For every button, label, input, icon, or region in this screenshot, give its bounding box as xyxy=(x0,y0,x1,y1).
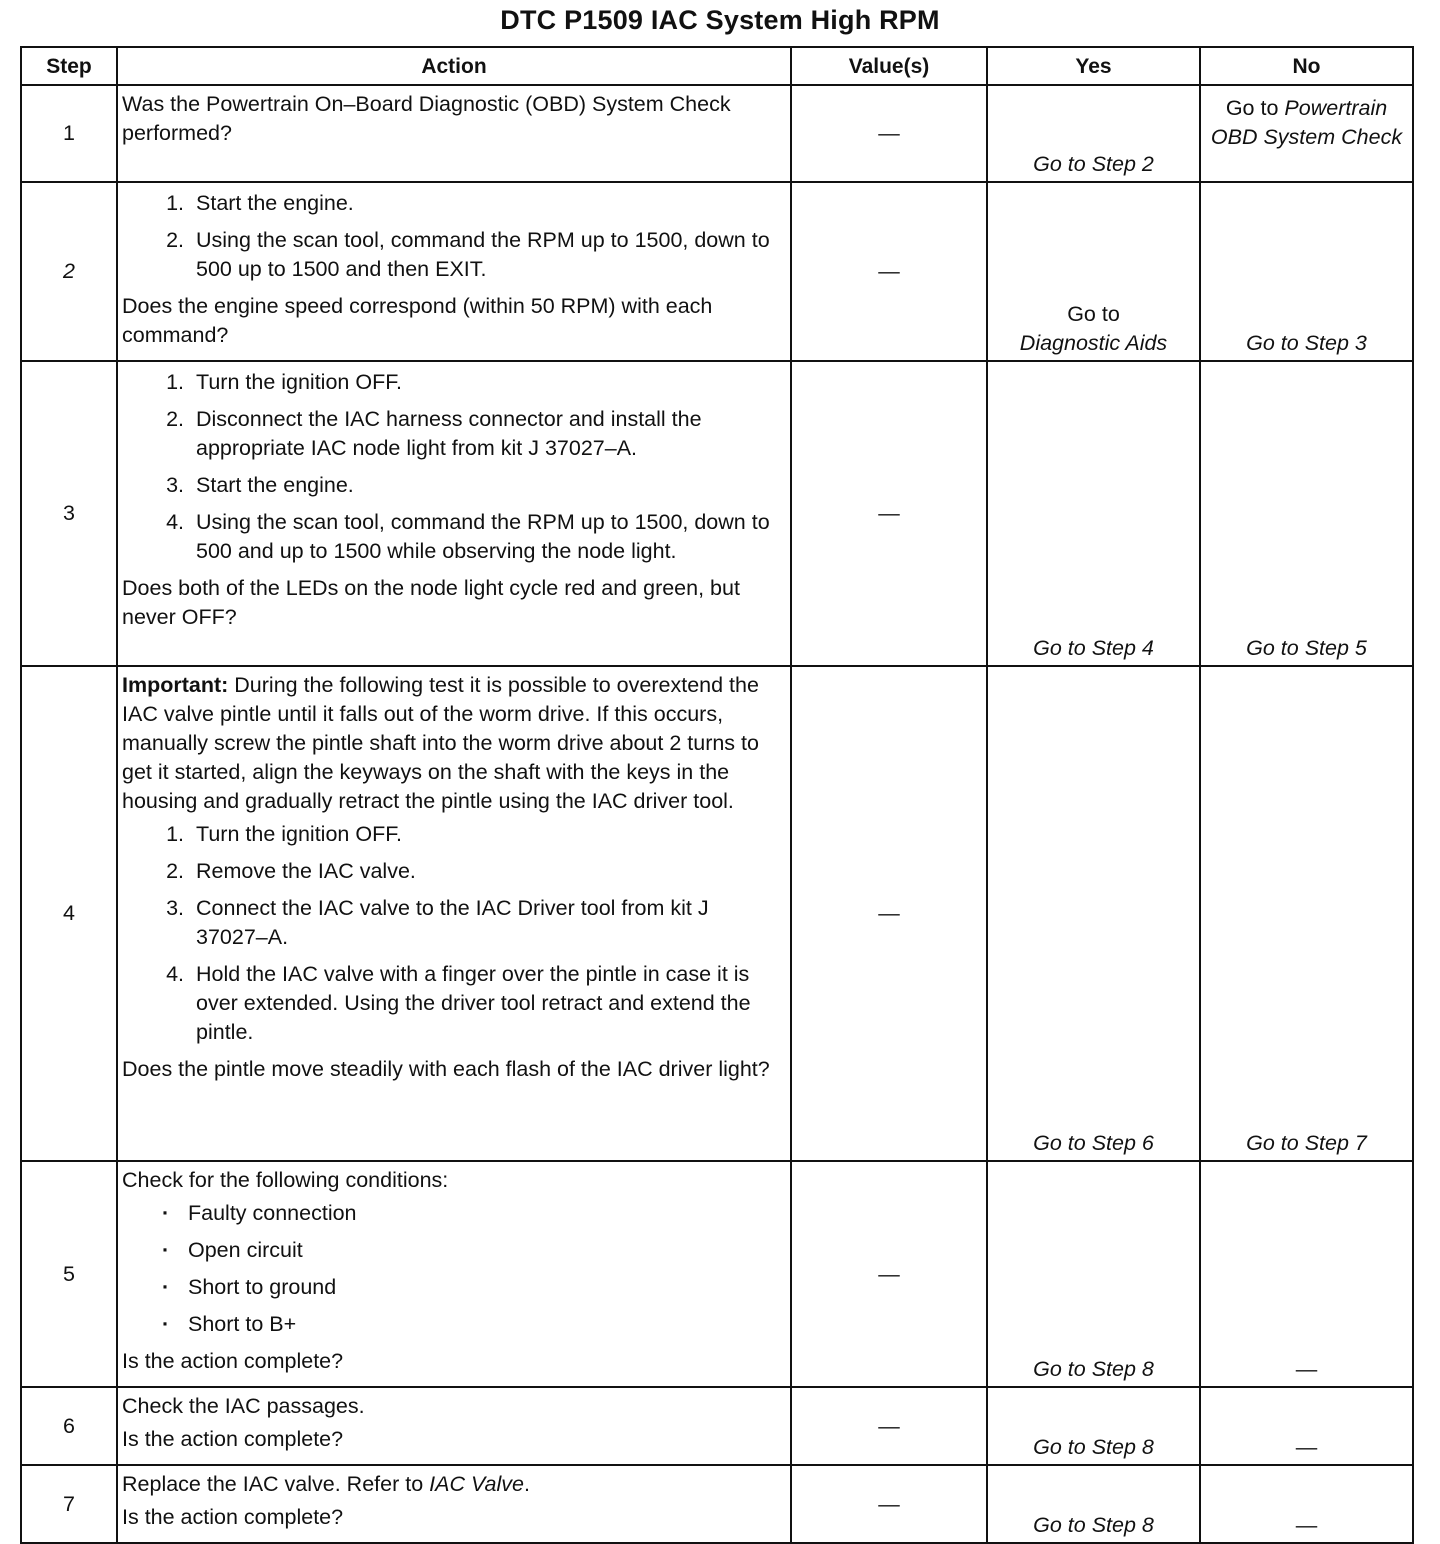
table-row xyxy=(21,85,1413,182)
action-cell xyxy=(117,1387,791,1465)
intro-prefix: Replace the IAC valve. Refer to xyxy=(122,1472,430,1496)
step-number: 3 xyxy=(21,361,117,666)
header-yes: Yes xyxy=(987,47,1200,85)
no-cell: — xyxy=(1200,1465,1413,1543)
table-header-row xyxy=(21,47,1413,85)
value-cell: — xyxy=(791,361,987,666)
step-number: 1 xyxy=(21,85,117,182)
yes-prefix: Go to xyxy=(1067,302,1120,326)
intro-suffix: . xyxy=(523,1472,530,1496)
action-cell xyxy=(117,666,791,1161)
action-cell xyxy=(117,85,791,182)
step-number: 2 xyxy=(21,182,117,361)
table-row xyxy=(21,666,1413,1161)
condition-item: · Short to ground xyxy=(188,1273,784,1302)
value-cell: — xyxy=(791,1387,987,1465)
procedure-item: 4. Using the scan tool, command the RPM up to 1500, down to 500 and up to 1500 while observing the node light. xyxy=(190,508,784,566)
procedure-item: 3. Connect the IAC valve to the IAC Driver tool from kit J 37027–A. xyxy=(190,894,784,952)
no-prefix: Go to xyxy=(1225,96,1279,120)
procedure-item: 4. Hold the IAC valve with a finger over the pintle in case it is over extended. Using the driver tool retract and extend the pintle. xyxy=(190,960,784,1047)
procedure-item: 2. Remove the IAC valve. xyxy=(190,857,784,886)
value-cell: — xyxy=(791,182,987,361)
step-number: 7 xyxy=(21,1465,117,1543)
no-cell xyxy=(1200,85,1413,182)
no-cell: — xyxy=(1200,1161,1413,1387)
yes-cell: Go to Step 4 xyxy=(987,361,1200,666)
action-intro xyxy=(122,1470,784,1499)
intro-reference: IAC Valve xyxy=(429,1472,524,1496)
yes-cell: Go to Step 8 xyxy=(987,1465,1200,1543)
value-cell: — xyxy=(791,1161,987,1387)
yes-cell: Go to Step 6 xyxy=(987,666,1200,1161)
important-label: Important: xyxy=(122,673,229,697)
no-reference: Powertrain OBD System Check xyxy=(1210,96,1403,149)
table-row xyxy=(21,1161,1413,1387)
procedure-item: 3. Start the engine. xyxy=(190,471,784,500)
procedure-item: 1. Turn the ignition OFF. xyxy=(190,368,784,397)
table-row xyxy=(21,361,1413,666)
step-number: 6 xyxy=(21,1387,117,1465)
value-cell: — xyxy=(791,666,987,1161)
action-cell xyxy=(117,361,791,666)
condition-item: · Open circuit xyxy=(188,1236,784,1265)
page-title: DTC P1509 IAC System High RPM xyxy=(500,5,940,35)
action-question: Does both of the LEDs on the node light cycle red and green, but never OFF? xyxy=(122,576,740,629)
header-step: Step xyxy=(21,47,117,85)
no-cell: — xyxy=(1200,1387,1413,1465)
action-question: Does the engine speed correspond (within 50 RPM) with each command? xyxy=(122,294,713,347)
condition-item: · Faulty connection xyxy=(188,1199,784,1228)
procedure-list xyxy=(122,820,784,1047)
procedure-item: 2. Using the scan tool, command the RPM up to 1500, down to 500 up to 1500 and then EXIT. xyxy=(190,226,784,284)
action-cell xyxy=(117,182,791,361)
action-cell xyxy=(117,1161,791,1387)
action-question: Is the action complete? xyxy=(122,1427,344,1451)
no-cell: Go to Step 3 xyxy=(1200,182,1413,361)
important-text: During the following test it is possible to overextend the IAC valve pintle until it falls out of the worm drive. If this occurs, manually screw the pintle shaft into the worm drive about 2 turns to get it started, align the keyways on the shaft with the keys in the housing and gradually retract the pintle using the IAC driver tool. xyxy=(122,673,759,813)
procedure-list xyxy=(122,368,784,566)
yes-cell xyxy=(987,182,1200,361)
table-row xyxy=(21,182,1413,361)
no-cell: Go to Step 7 xyxy=(1200,666,1413,1161)
table-row xyxy=(21,1465,1413,1543)
action-cell xyxy=(117,1465,791,1543)
action-intro: Check for the following conditions: xyxy=(122,1168,449,1192)
procedure-item: 1. Turn the ignition OFF. xyxy=(190,820,784,849)
yes-cell: Go to Step 8 xyxy=(987,1387,1200,1465)
value-cell: — xyxy=(791,85,987,182)
action-question: Is the action complete? xyxy=(122,1349,344,1373)
action-question: Is the action complete? xyxy=(122,1505,344,1529)
action-intro: Check the IAC passages. xyxy=(122,1394,365,1418)
important-note xyxy=(122,671,784,816)
condition-list xyxy=(122,1199,784,1339)
value-cell: — xyxy=(791,1465,987,1543)
diagnostic-table xyxy=(20,46,1414,1544)
yes-cell: Go to Step 2 xyxy=(987,85,1200,182)
procedure-item: 2. Disconnect the IAC harness connector and install the appropriate IAC node light from kit J 37027–A. xyxy=(190,405,784,463)
condition-item: · Short to B+ xyxy=(188,1310,784,1339)
step-number: 4 xyxy=(21,666,117,1161)
header-action: Action xyxy=(117,47,791,85)
yes-reference: Diagnostic Aids xyxy=(1019,331,1168,355)
no-cell: Go to Step 5 xyxy=(1200,361,1413,666)
table-row xyxy=(21,1387,1413,1465)
header-values: Value(s) xyxy=(791,47,987,85)
step-number: 5 xyxy=(21,1161,117,1387)
action-question: Does the pintle move steadily with each flash of the IAC driver light? xyxy=(122,1057,770,1081)
procedure-item: 1. Start the engine. xyxy=(190,189,784,218)
procedure-list xyxy=(122,189,784,284)
action-question: Was the Powertrain On–Board Diagnostic (OBD) System Check performed? xyxy=(122,92,731,145)
header-no: No xyxy=(1200,47,1413,85)
yes-cell: Go to Step 8 xyxy=(987,1161,1200,1387)
